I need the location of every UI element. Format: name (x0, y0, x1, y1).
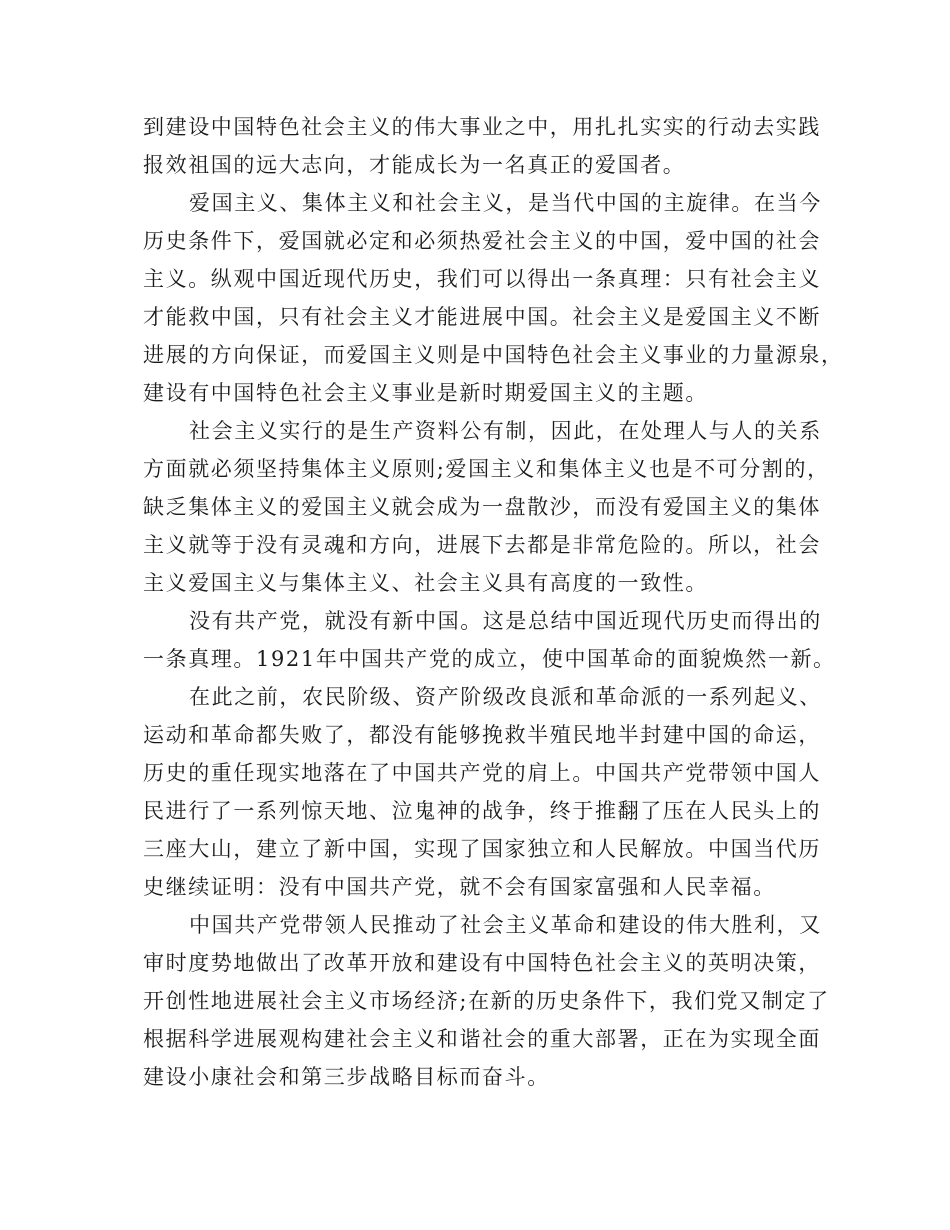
text-line: 建设有中国特色社会主义事业是新时期爱国主义的主题。 (143, 381, 708, 405)
text-line: 才能救中国，只有社会主义才能进展中国。社会主义是爱国主义不断 (143, 305, 821, 329)
text-line: 中国共产党带领人民推动了社会主义革命和建设的伟大胜利，又 (189, 913, 822, 937)
text-line: 审时度势地做出了改革开放和建设有中国特色社会主义的英明决策， (143, 951, 821, 975)
text-line: 历史的重任现实地落在了中国共产党的肩上。中国共产党带领中国人 (143, 761, 821, 785)
text-line: 建设小康社会和第三步战略目标而奋斗。 (143, 1065, 550, 1089)
text-line: 三座大山，建立了新中国，实现了国家独立和人民解放。中国当代历 (143, 837, 821, 861)
text-line: 主义就等于没有灵魂和方向，进展下去都是非常危险的。所以，社会 (143, 533, 821, 557)
text-line: 到建设中国特色社会主义的伟大事业之中，用扎扎实实的行动去实践 (143, 115, 821, 139)
text-line: 进展的方向保证，而爱国主义则是中国特色社会主义事业的力量源泉， (143, 343, 844, 367)
text-line: 主义。纵观中国近现代历史，我们可以得出一条真理：只有社会主义 (143, 267, 821, 291)
text-line: 没有共产党，就没有新中国。这是总结中国近现代历史而得出的 (189, 609, 822, 633)
text-line: 在此之前，农民阶级、资产阶级改良派和革命派的一系列起义、 (189, 685, 822, 709)
text-line: 缺乏集体主义的爱国主义就会成为一盘散沙，而没有爱国主义的集体 (143, 495, 821, 519)
body-text (143, 108, 844, 1096)
text-line: 爱国主义、集体主义和社会主义，是当代中国的主旋律。在当今 (189, 191, 822, 215)
text-line: 根据科学进展观构建社会主义和谐社会的重大部署，正在为实现全面 (143, 1027, 821, 1051)
text-line: 开创性地进展社会主义市场经济;在新的历史条件下，我们党又制定了 (143, 989, 830, 1013)
text-line: 方面就必须坚持集体主义原则;爱国主义和集体主义也是不可分割的， (143, 457, 830, 481)
text-line: 民进行了一系列惊天地、泣鬼神的战争，终于推翻了压在人民头上的 (143, 799, 821, 823)
text-line: 一条真理。1921年中国共产党的成立，使中国革命的面貌焕然一新。 (143, 647, 836, 671)
text-line: 报效祖国的远大志向，才能成长为一名真正的爱国者。 (143, 153, 686, 177)
text-line: 社会主义实行的是生产资料公有制，因此，在处理人与人的关系 (189, 419, 822, 443)
text-line: 史继续证明：没有中国共产党，就不会有国家富强和人民幸福。 (143, 875, 776, 899)
text-line: 历史条件下，爱国就必定和必须热爱社会主义的中国，爱中国的社会 (143, 229, 821, 253)
text-line: 运动和革命都失败了，都没有能够挽救半殖民地半封建中国的命运， (143, 723, 821, 747)
text-line: 主义爱国主义与集体主义、社会主义具有高度的一致性。 (143, 571, 708, 595)
